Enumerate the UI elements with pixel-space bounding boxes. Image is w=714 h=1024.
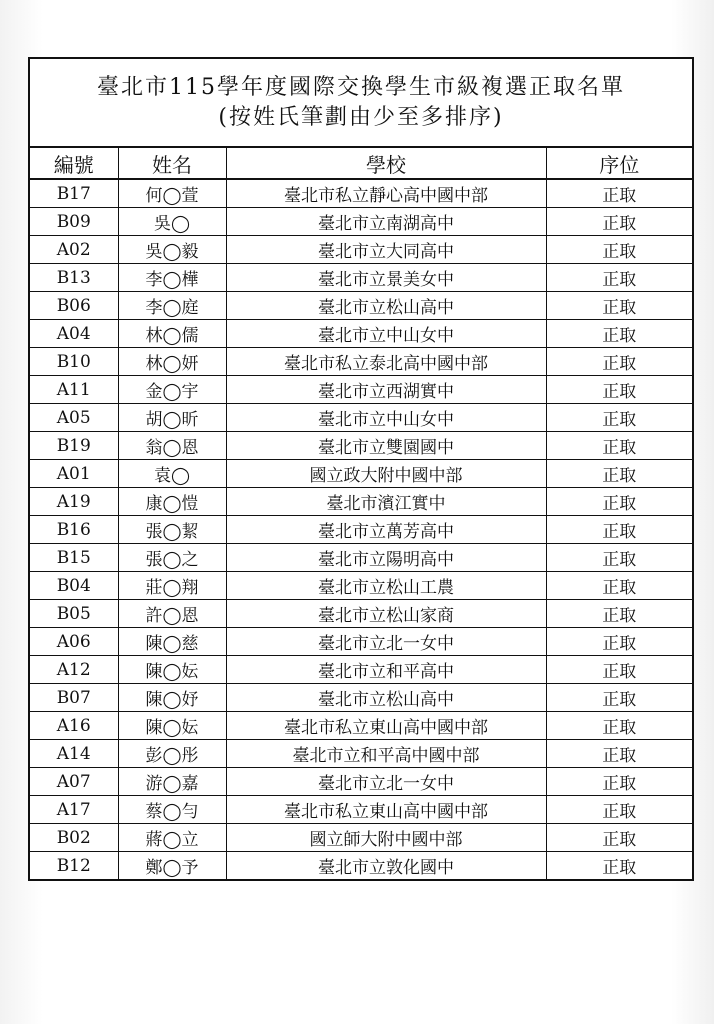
cell-id: B09 xyxy=(30,208,118,236)
table-row xyxy=(30,600,692,628)
cell-rank: 正取 xyxy=(546,572,692,600)
cell-id: B16 xyxy=(30,516,118,544)
cell-rank: 正取 xyxy=(546,712,692,740)
cell-id: A06 xyxy=(30,628,118,656)
cell-school: 國立師大附中國中部 xyxy=(226,824,546,852)
document-subtitle: (按姓氏筆劃由少至多排序) xyxy=(218,104,504,130)
cell-name: 陳◯慈 xyxy=(118,628,226,656)
cell-school: 臺北市立中山女中 xyxy=(226,404,546,432)
cell-rank: 正取 xyxy=(546,460,692,488)
cell-school: 臺北市私立靜心高中國中部 xyxy=(226,179,546,208)
cell-rank: 正取 xyxy=(546,544,692,572)
cell-id: A05 xyxy=(30,404,118,432)
cell-school: 國立政大附中國中部 xyxy=(226,460,546,488)
cell-school: 臺北市立和平高中國中部 xyxy=(226,740,546,768)
cell-rank: 正取 xyxy=(546,432,692,460)
cell-name: 林◯妍 xyxy=(118,348,226,376)
table-row xyxy=(30,488,692,516)
cell-id: B07 xyxy=(30,684,118,712)
column-header-school: 學校 xyxy=(226,148,546,179)
table-row xyxy=(30,544,692,572)
table-row xyxy=(30,740,692,768)
document-title: 臺北市115學年度國際交換學生市級複選正取名單 xyxy=(97,74,625,100)
table-row xyxy=(30,656,692,684)
cell-school: 臺北市立南湖高中 xyxy=(226,208,546,236)
cell-id: B17 xyxy=(30,179,118,208)
table-row xyxy=(30,628,692,656)
cell-name: 李◯庭 xyxy=(118,292,226,320)
cell-rank: 正取 xyxy=(602,858,637,878)
table-row xyxy=(30,684,692,712)
cell-id: A02 xyxy=(30,236,118,264)
cell-rank: 正取 xyxy=(546,264,692,292)
cell-name: 陳◯妘 xyxy=(118,656,226,684)
cell-rank: 正取 xyxy=(546,684,692,712)
admission-table xyxy=(30,148,692,879)
cell-rank: 正取 xyxy=(546,208,692,236)
cell-id: B02 xyxy=(30,824,118,852)
table-row xyxy=(30,348,692,376)
table-header-row xyxy=(30,148,692,179)
cell-name: 吳◯ xyxy=(118,208,226,236)
cell-id: B19 xyxy=(30,432,118,460)
cell-id: A17 xyxy=(30,796,118,824)
table-row xyxy=(30,768,692,796)
cell-name: 金◯宇 xyxy=(118,376,226,404)
table-row xyxy=(30,264,692,292)
cell-rank: 正取 xyxy=(546,376,692,404)
cell-id: B05 xyxy=(30,600,118,628)
cell-name: 陳◯妤 xyxy=(118,684,226,712)
table-row xyxy=(30,852,692,880)
cell-name: 鄭◯予 xyxy=(118,852,226,880)
cell-name: 陳◯妘 xyxy=(118,712,226,740)
cell-rank: 正取 xyxy=(546,600,692,628)
cell-id: B13 xyxy=(30,264,118,292)
cell-school: 臺北市立雙園國中 xyxy=(226,432,546,460)
cell-school: 臺北市立松山家商 xyxy=(226,600,546,628)
cell-rank: 正取 xyxy=(546,516,692,544)
cell-school: 臺北市立北一女中 xyxy=(226,628,546,656)
cell-name: 蔡◯勻 xyxy=(118,796,226,824)
cell-id: B12 xyxy=(30,852,118,880)
cell-rank: 正取 xyxy=(546,348,692,376)
cell-name: 康◯愷 xyxy=(118,488,226,516)
cell-name: 林◯儒 xyxy=(118,320,226,348)
cell-id: A14 xyxy=(30,740,118,768)
cell-rank: 正取 xyxy=(546,404,692,432)
table-row xyxy=(30,572,692,600)
cell-school: 臺北市立北一女中 xyxy=(226,768,546,796)
table-row xyxy=(30,432,692,460)
cell-name: 莊◯翔 xyxy=(118,572,226,600)
cell-name: 游◯嘉 xyxy=(118,768,226,796)
table-row xyxy=(30,320,692,348)
cell-name: 翁◯恩 xyxy=(118,432,226,460)
cell-id: A01 xyxy=(30,460,118,488)
table-row xyxy=(30,796,692,824)
cell-name: 許◯恩 xyxy=(118,600,226,628)
cell-id: A16 xyxy=(30,712,118,740)
cell-rank: 正取 xyxy=(546,796,692,824)
cell-school: 臺北市立中山女中 xyxy=(226,320,546,348)
cell-rank: 正取 xyxy=(546,656,692,684)
cell-rank: 正取 xyxy=(546,488,692,516)
cell-school: 臺北市立萬芳高中 xyxy=(226,516,546,544)
cell-school: 臺北市立景美女中 xyxy=(226,264,546,292)
table-row xyxy=(30,179,692,208)
cell-rank: 正取 xyxy=(546,824,692,852)
column-header-rank: 序位 xyxy=(546,148,692,179)
table-row xyxy=(30,404,692,432)
cell-school: 臺北市立西湖實中 xyxy=(226,376,546,404)
cell-name: 張◯之 xyxy=(118,544,226,572)
cell-id: B06 xyxy=(30,292,118,320)
table-body xyxy=(30,179,692,879)
table-row xyxy=(30,460,692,488)
table-row xyxy=(30,376,692,404)
cell-rank: 正取 xyxy=(546,628,692,656)
cell-name: 蔣◯立 xyxy=(118,824,226,852)
cell-school: 臺北市立敦化國中 xyxy=(226,852,546,880)
table-row xyxy=(30,516,692,544)
cell-school: 臺北市立陽明高中 xyxy=(226,544,546,572)
cell-name: 李◯樺 xyxy=(118,264,226,292)
cell-rank: 正取 xyxy=(546,179,692,208)
cell-school: 臺北市私立東山高中國中部 xyxy=(226,712,546,740)
cell-rank: 正取 xyxy=(546,292,692,320)
cell-rank: 正取 xyxy=(546,320,692,348)
cell-school: 臺北市私立東山高中國中部 xyxy=(226,796,546,824)
cell-school: 臺北市立松山工農 xyxy=(226,572,546,600)
cell-id: A04 xyxy=(30,320,118,348)
cell-id: B04 xyxy=(30,572,118,600)
cell-school: 臺北市濱江實中 xyxy=(226,488,546,516)
table-row xyxy=(30,236,692,264)
cell-id: A07 xyxy=(30,768,118,796)
cell-school: 臺北市立松山高中 xyxy=(226,292,546,320)
cell-school: 臺北市私立泰北高中國中部 xyxy=(226,348,546,376)
cell-name: 彭◯彤 xyxy=(118,740,226,768)
table-row xyxy=(30,208,692,236)
cell-name: 張◯絜 xyxy=(118,516,226,544)
cell-name: 何◯萱 xyxy=(118,179,226,208)
table-row xyxy=(30,824,692,852)
cell-id: A19 xyxy=(30,488,118,516)
cell-rank: 正取 xyxy=(546,740,692,768)
cell-id: A11 xyxy=(30,376,118,404)
cell-name: 袁◯ xyxy=(118,460,226,488)
cell-id: B10 xyxy=(30,348,118,376)
admission-list-document xyxy=(28,57,694,881)
cell-id: B15 xyxy=(30,544,118,572)
column-header-name: 姓名 xyxy=(118,148,226,179)
cell-name: 胡◯昕 xyxy=(118,404,226,432)
cell-rank: 正取 xyxy=(546,768,692,796)
table-row xyxy=(30,292,692,320)
table-row xyxy=(30,712,692,740)
title-box xyxy=(30,59,692,148)
column-header-id: 編號 xyxy=(30,148,118,179)
cell-school: 臺北市立大同高中 xyxy=(226,236,546,264)
cell-school: 臺北市立和平高中 xyxy=(226,656,546,684)
cell-name: 吳◯毅 xyxy=(118,236,226,264)
cell-id: A12 xyxy=(30,656,118,684)
cell-rank: 正取 xyxy=(546,236,692,264)
cell-school: 臺北市立松山高中 xyxy=(226,684,546,712)
